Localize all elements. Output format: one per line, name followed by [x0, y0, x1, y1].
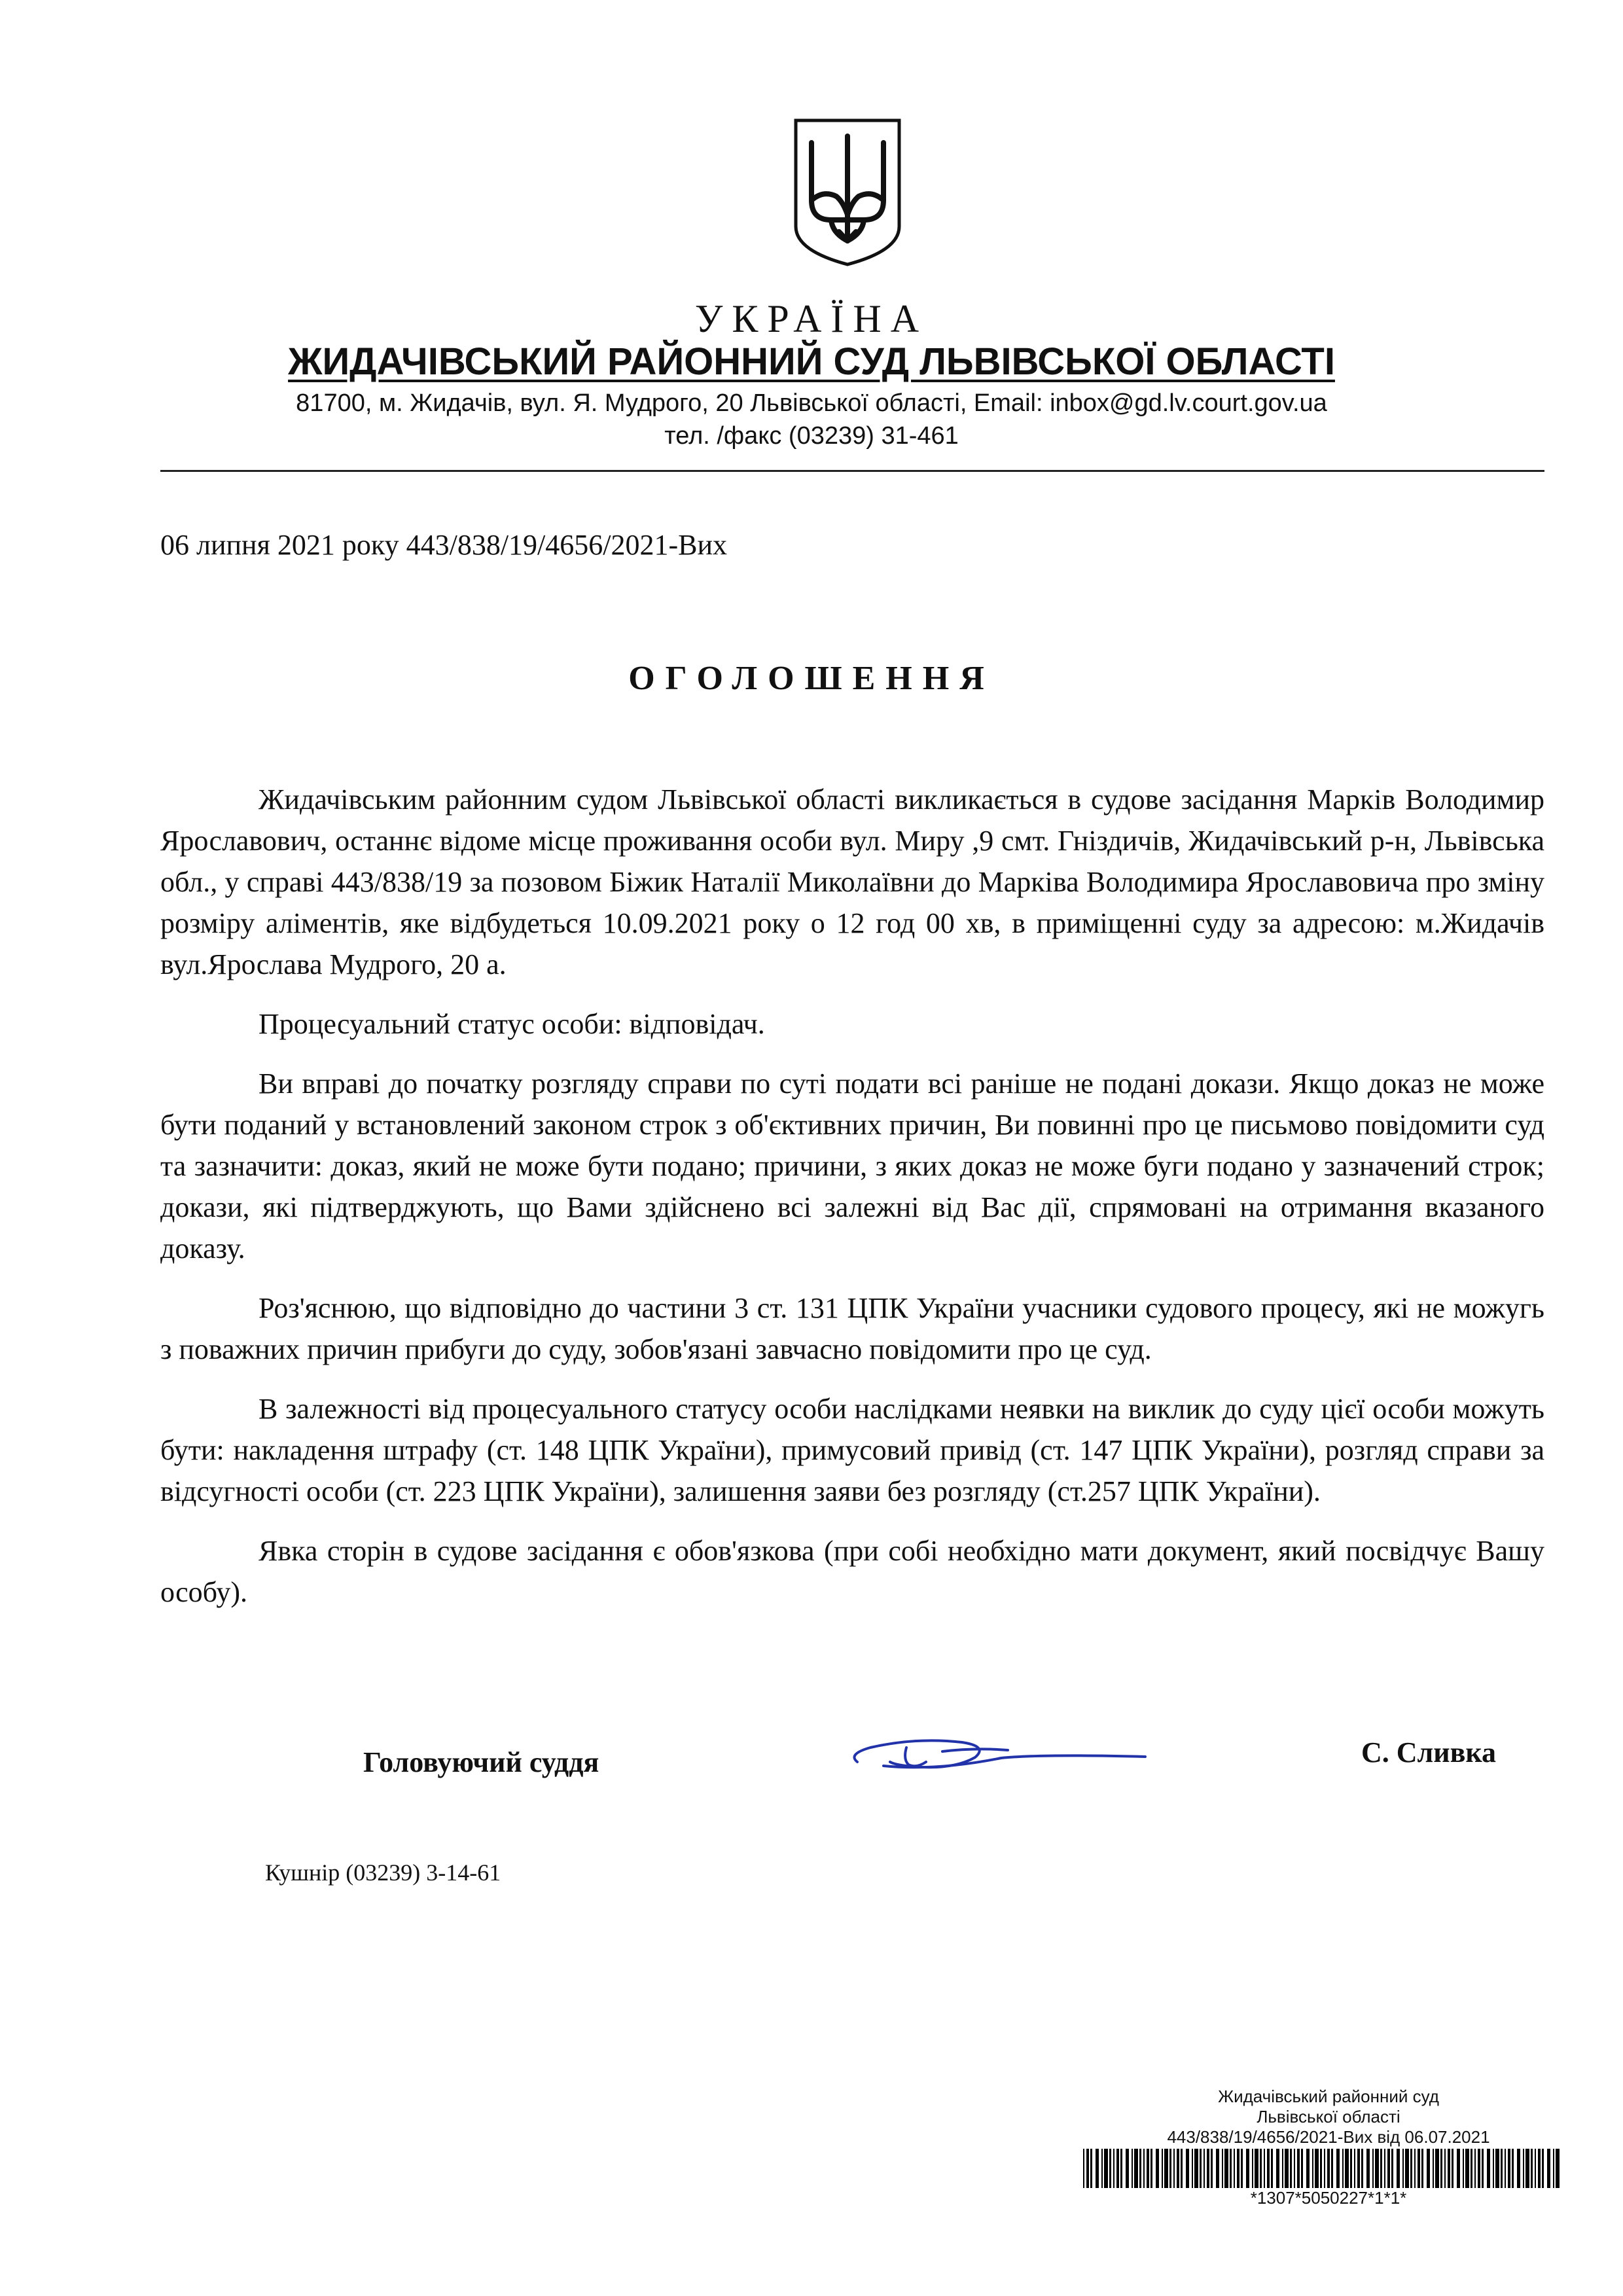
stamp-code: *1307*5050227*1*1*	[1250, 2188, 1407, 2208]
executor-contact: Кушнір (03239) 3-14-61	[265, 1859, 501, 1886]
judge-title: Головуючий суддя	[363, 1746, 599, 1778]
stamp-region-line: Львівської області	[1257, 2107, 1400, 2126]
paragraph-attendance: Явка сторін в судове засідання є обов'язкова (при собі необхідно мати документ, який посвідчує Вашу особу).	[160, 1535, 1544, 1608]
stamp-reference-line: 443/838/19/4656/2021-Вих від 06.07.2021	[1167, 2127, 1490, 2147]
stamp-court-line: Жидачівський районний суд	[1218, 2087, 1439, 2106]
judge-name: С. Сливка	[1361, 1736, 1497, 1768]
handwritten-signature-icon	[844, 1728, 1152, 1787]
document-title: ОГОЛОШЕННЯ	[628, 660, 995, 697]
paragraph-summons: Жидачівським районним судом Львівської області викликається в судове засідання Марків Володимир Ярославович, останнє відоме місце проживання особи вул. Миру ,9 смт. Гніздичів, Жидачівський р-н, Львівська обл., у справі 443/838/19 за позовом Біжик Наталії Миколаївни до Марківа Володимира Ярославовича про зміну розміру аліментів, яке відбудеться 10.09.2021 року о 12 год 00 хв, в приміщенні суду за адресою: м.Жидачів вул.Ярослава Мудрого, 20 а.	[160, 783, 1544, 980]
paragraph-consequences: В залежності від процесуального статусу особи наслідками неявки на виклик до суду цієї особи можуть бути: накладення штрафу (ст. 148 ЦПК України), примусовий привід (ст. 147 ЦПК України), розгляд справи за відсугності особи (ст. 223 ЦПК України), залишення заяви без розгляду (ст.257 ЦПК України).	[160, 1393, 1544, 1507]
barcode-icon	[1083, 2149, 1561, 2188]
header-divider	[160, 470, 1544, 472]
document-body	[160, 779, 1544, 1631]
paragraph-status: Процесуальний статус особи: відповідач.	[259, 1008, 765, 1040]
court-name	[0, 339, 1623, 385]
trident-coat-of-arms-icon	[792, 117, 903, 268]
court-name-text: ЖИДАЧІВСЬКИЙ РАЙОННИЙ СУД ЛЬВІВСЬКОЇ ОБЛАСТІ	[288, 340, 1335, 383]
court-address: 81700, м. Жидачів, вул. Я. Мудрого, 20 Львівської області, Email: inbox@gd.lv.court.gov.ua	[296, 389, 1327, 417]
paragraph-evidence: Ви вправі до початку розгляду справи по суті подати всі раніше не подані докази. Якщо доказ не може бути поданий у встановлений законом строк з об'єктивних причин, Ви повинні про це письмово повідомити суд та зазначити: доказ, який не може бути подано; причини, з яких доказ не може буги подано у зазначений строк; докази, які підтверджують, що Вами здійснено всі залежні від Вас дії, спрямовані на отримання вказаного доказу.	[160, 1067, 1544, 1265]
paragraph-notice: Роз'яснюю, що відповідно до частини 3 ст. 131 ЦПК України учасники судового процесу, які не можугь з поважних причин прибуги до суду, зобов'язані завчасно повідомити про це суд.	[160, 1292, 1544, 1365]
outgoing-reference: 06 липня 2021 року 443/838/19/4656/2021-Вих	[160, 529, 728, 561]
country-heading: УКРАЇНА	[694, 297, 929, 340]
court-phone: тел. /факс (03239) 31-461	[664, 422, 959, 450]
